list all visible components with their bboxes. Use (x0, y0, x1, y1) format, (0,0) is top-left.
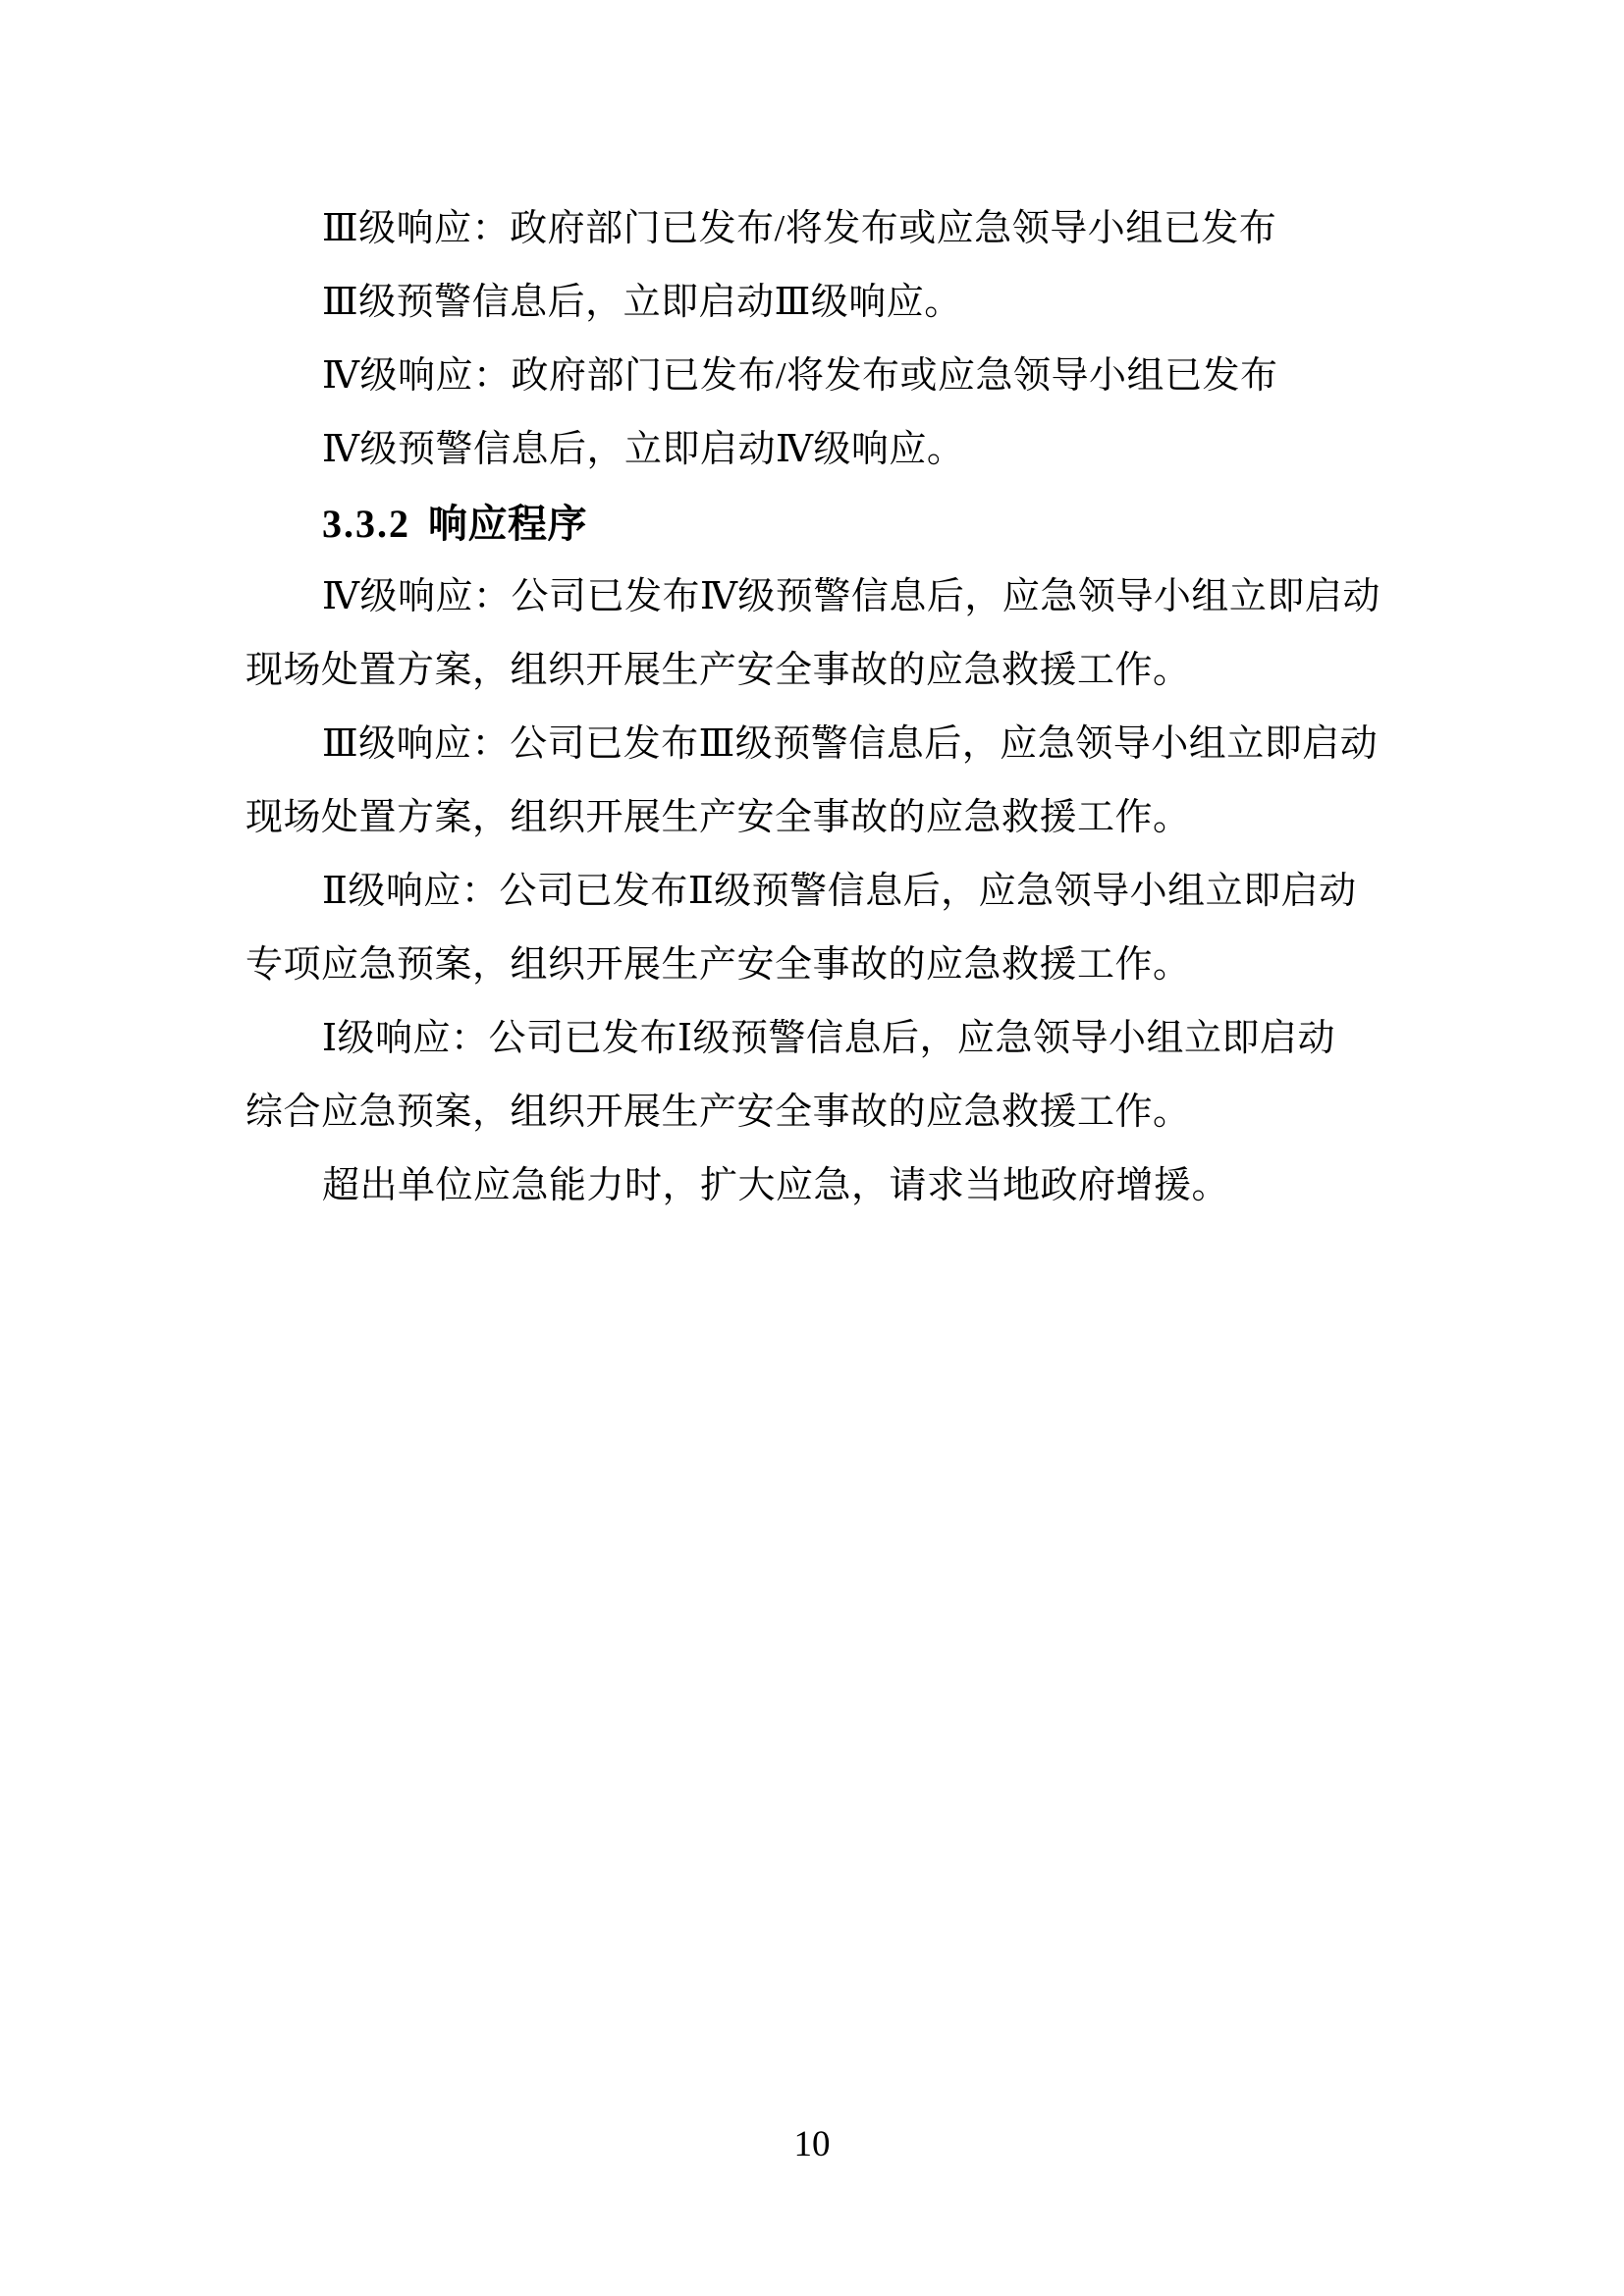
paragraph-line: 专项应急预案，组织开展生产安全事故的应急救援工作。 (245, 944, 1191, 986)
page-number: 10 (793, 2124, 831, 2164)
paragraph-line: Ⅳ级响应：公司已发布Ⅳ级预警信息后，应急领导小组立即启动 (322, 576, 1380, 617)
paragraph-line: Ⅲ级响应：公司已发布Ⅲ级预警信息后，应急领导小组立即启动 (322, 723, 1379, 765)
paragraph-line: Ⅳ级预警信息后，立即启动Ⅳ级响应。 (322, 429, 965, 470)
page-content (245, 192, 1379, 1223)
section-heading (245, 487, 1379, 561)
paragraph-line: 现场处置方案，组织开展生产安全事故的应急救援工作。 (245, 650, 1191, 691)
paragraph-line: 超出单位应急能力时，扩大应急，请求当地政府增援。 (322, 1165, 1230, 1206)
paragraph-line: Ⅰ级响应：公司已发布Ⅰ级预警信息后，应急领导小组立即启动 (322, 1018, 1336, 1059)
section-heading-number: 3.3.2 (322, 502, 410, 546)
section-heading-title: 响应程序 (428, 502, 587, 546)
paragraph-line: Ⅱ级响应：公司已发布Ⅱ级预警信息后，应急领导小组立即启动 (322, 871, 1357, 912)
paragraph-line: 现场处置方案，组织开展生产安全事故的应急救援工作。 (245, 797, 1191, 838)
paragraph-line: 综合应急预案，组织开展生产安全事故的应急救援工作。 (245, 1092, 1191, 1133)
paragraph-line: Ⅳ级响应：政府部门已发布/将发布或应急领导小组已发布 (322, 355, 1278, 397)
paragraph-line: Ⅲ级预警信息后，立即启动Ⅲ级响应。 (322, 282, 962, 323)
paragraph-line: Ⅲ级响应：政府部门已发布/将发布或应急领导小组已发布 (322, 208, 1277, 249)
